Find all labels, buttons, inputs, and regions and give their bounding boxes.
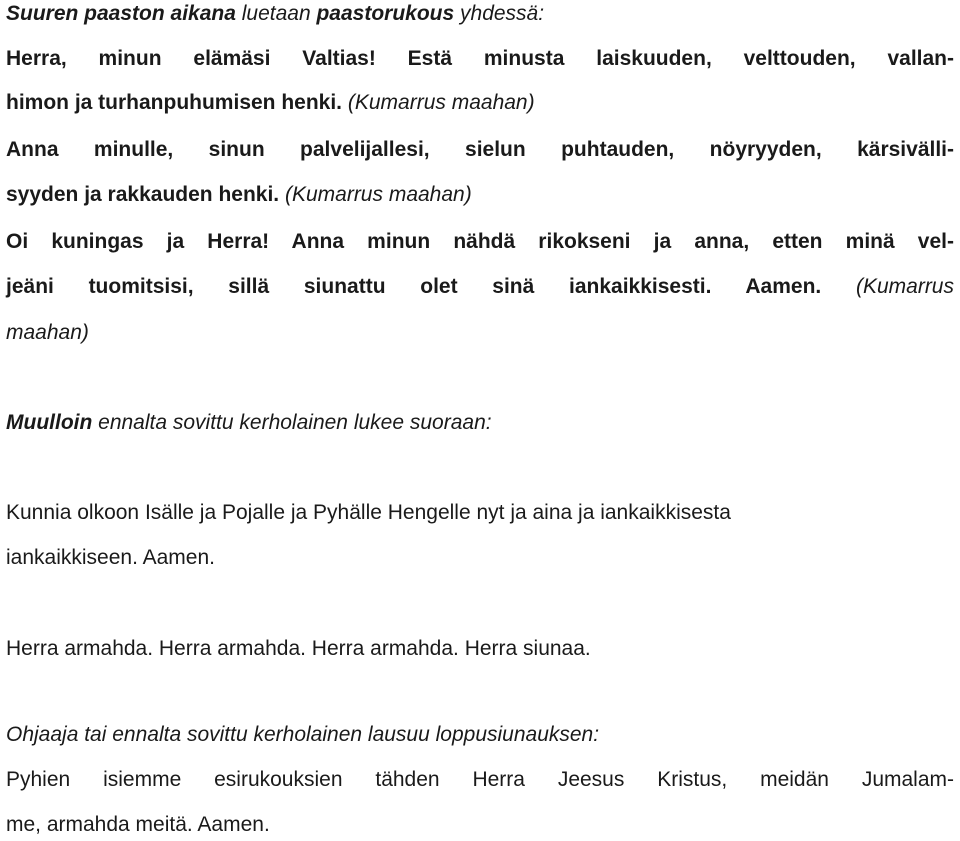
doxology-line-1: Kunnia olkoon Isälle ja Pojalle ja Pyhälle Hengelle nyt ja aina ja iankaikkisesta <box>6 501 731 524</box>
closing-line-2: me, armahda meitä. Aamen. <box>6 813 270 836</box>
closing-instruction: Ohjaaja tai ennalta sovittu kerholainen lausuu loppusiunauksen: <box>6 723 600 746</box>
closing-line-1: Pyhien isiemme esirukouksien tähden Herra Jeesus Kristus, meidän Jumalam- <box>6 768 954 791</box>
bow-instruction-3b: maahan) <box>6 321 89 344</box>
prayer-line-2 <box>6 90 535 116</box>
prayer-line-6 <box>6 274 954 300</box>
prayer-line-6-text: jeäni tuomitsisi, sillä siunattu olet sinä iankaikkisesti. Aamen. <box>6 275 822 298</box>
prayer-line-2-text: himon ja turhanpuhumisen henki. <box>6 91 343 114</box>
intro-lead: Suuren paaston aikana <box>6 2 236 25</box>
doxology-line-2: iankaikkiseen. Aamen. <box>6 546 215 569</box>
prayer-line-4 <box>6 182 472 208</box>
bow-instruction-3a: (Kumarrus <box>855 275 954 298</box>
prayer-line-5: Oi kuningas ja Herra! Anna minun nähdä rikokseni ja anna, etten minä vel- <box>6 230 954 253</box>
reader-instruction-bold: Muulloin <box>6 411 93 434</box>
prayer-line-4-text: syyden ja rakkauden henki. <box>6 183 280 206</box>
kyrie-line: Herra armahda. Herra armahda. Herra armahda. Herra siunaa. <box>6 637 591 660</box>
reader-instruction <box>6 410 492 436</box>
bow-instruction-2: (Kumarrus maahan) <box>284 183 472 206</box>
prayer-line-3: Anna minulle, sinun palvelijallesi, sielun puhtauden, nöyryyden, kärsivälli- <box>6 138 954 161</box>
prayer-line-1: Herra, minun elämäsi Valtias! Estä minusta laiskuuden, velttouden, vallan- <box>6 47 954 70</box>
bow-instruction-1: (Kumarrus maahan) <box>347 91 535 114</box>
intro-line <box>6 1 544 27</box>
intro-tail: yhdessä: <box>454 2 545 25</box>
intro-prayer-name: paastorukous <box>316 2 455 25</box>
intro-middle: luetaan <box>235 2 317 25</box>
reader-instruction-rest: ennalta sovittu kerholainen lukee suoraan: <box>92 411 492 434</box>
